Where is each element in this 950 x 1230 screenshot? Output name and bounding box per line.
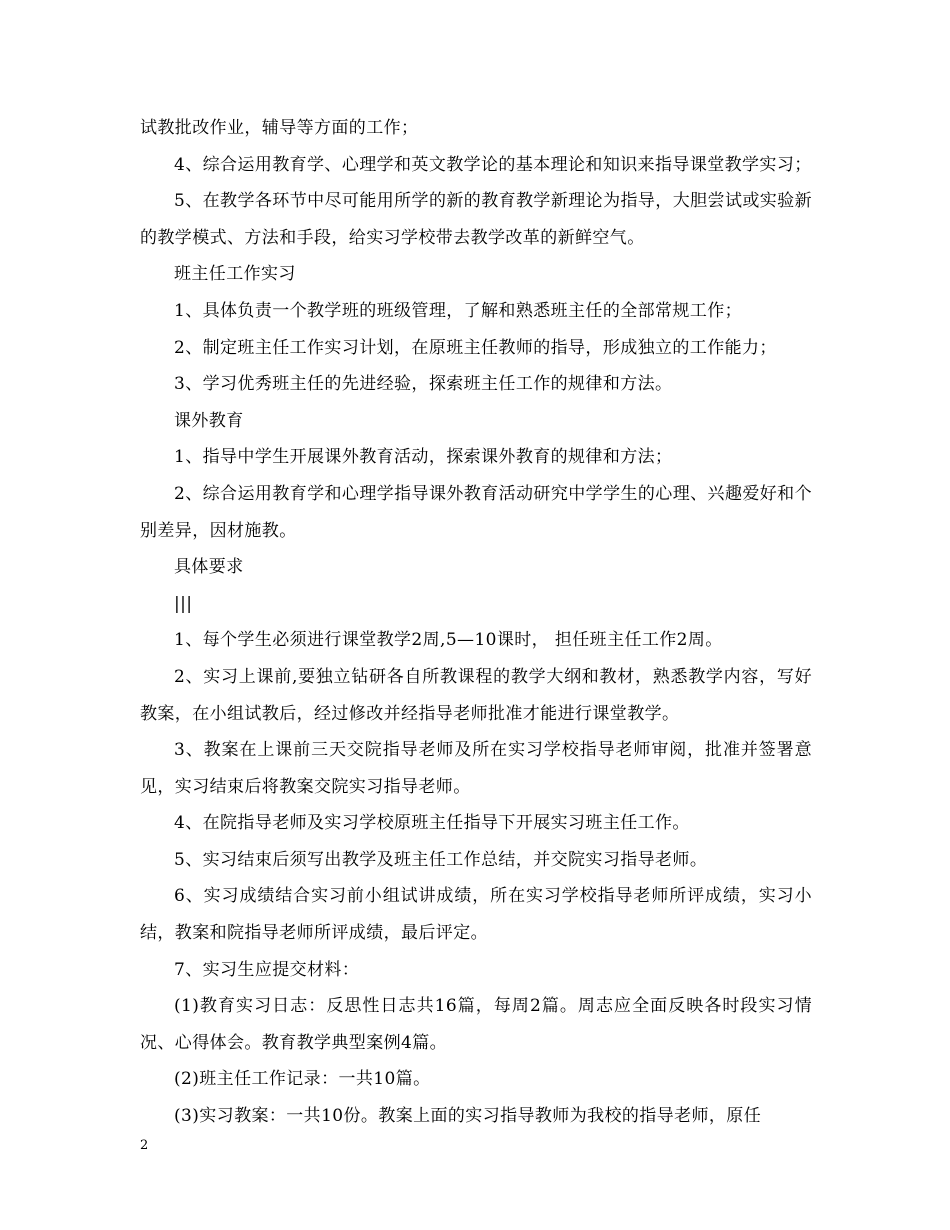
paragraph: 2、实习上课前,要独立钻研各自所教课程的教学大纲和教材，熟悉教学内容，写好教案，在小组试教后，经过修改并经指导老师批准才能进行课堂教学。: [140, 666, 812, 724]
paragraph: (3)实习教案：一共10份。教案上面的实习指导教师为我校的指导老师，原任: [174, 1106, 762, 1127]
page-number: 2: [140, 1138, 149, 1153]
document-body: [140, 110, 812, 1135]
paragraph: 1、具体负责一个教学班的班级管理，了解和熟悉班主任的全部常规工作；: [174, 300, 743, 321]
paragraph: 4、综合运用教育学、心理学和英文教学论的基本理论和知识来指导课堂教学实习；: [174, 154, 812, 175]
separator-marks: |||: [174, 593, 193, 614]
paragraph: 4、在院指导老师及实习学校原班主任指导下开展实习班主任工作。: [174, 813, 690, 834]
paragraph: 3、学习优秀班主任的先进经验，探索班主任工作的规律和方法。: [174, 374, 673, 395]
paragraph: (2)班主任工作记录：一共10篇。: [174, 1069, 431, 1090]
paragraph: 6、实习成绩结合实习前小组试讲成绩，所在实习学校指导老师所评成绩，实习小结，教案和院指导老师所评成绩，最后评定。: [140, 886, 812, 944]
paragraph: 7、实习生应提交材料：: [174, 959, 360, 980]
section-heading: 课外教育: [174, 410, 244, 431]
paragraph: 1、每个学生必须进行课堂教学2周,5—10课时， 担任班主任工作2周。: [174, 630, 723, 651]
paragraph: 3、教案在上课前三天交院指导老师及所在实习学校指导老师审阅，批准并签署意见，实习结束后将教案交院实习指导老师。: [140, 740, 812, 797]
section-heading: 班主任工作实习: [174, 264, 296, 285]
paragraph: 1、指导中学生开展课外教育活动，探索课外教育的规律和方法；: [174, 447, 673, 468]
section-heading: 具体要求: [174, 557, 244, 578]
paragraph: 5、实习结束后须写出教学及班主任工作总结，并交院实习指导老师。: [174, 849, 708, 870]
paragraph: 2、制定班主任工作实习计划，在原班主任教师的指导，形成独立的工作能力；: [174, 337, 777, 358]
paragraph: (1)教育实习日志：反思性日志共16篇，每周2篇。周志应全面反映各时段实习情况、心得体会。教育教学典型案例4篇。: [140, 996, 812, 1053]
paragraph: 试教批改作业，辅导等方面的工作；: [140, 118, 419, 138]
paragraph: 2、综合运用教育学和心理学指导课外教育活动研究中学学生的心理、兴趣爱好和个别差异，因材施教。: [140, 483, 812, 541]
paragraph: 5、在教学各环节中尽可能用所学的新的教育教学新理论为指导，大胆尝试或实验新的教学模式、方法和手段，给实习学校带去教学改革的新鲜空气。: [140, 191, 812, 248]
